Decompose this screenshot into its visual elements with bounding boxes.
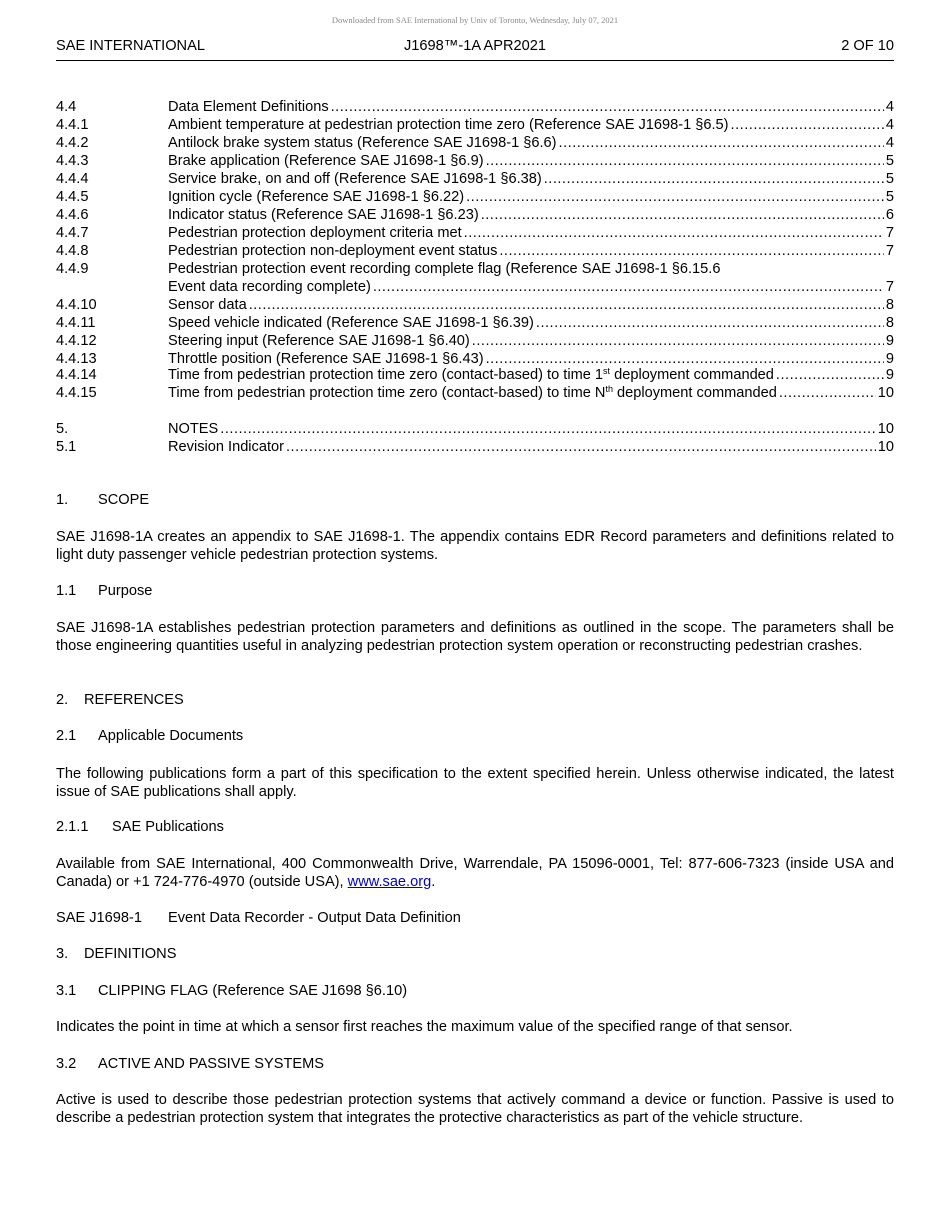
toc-page: 10 bbox=[877, 385, 894, 401]
toc-entry[interactable] bbox=[56, 224, 894, 242]
toc-number: 4.4 bbox=[56, 99, 77, 115]
toc-leader bbox=[464, 224, 884, 242]
toc-leader bbox=[331, 98, 884, 116]
toc-entry[interactable] bbox=[56, 420, 894, 438]
sae-website-link[interactable]: www.sae.org bbox=[347, 874, 432, 890]
toc-leader bbox=[499, 242, 884, 260]
toc-entry[interactable] bbox=[56, 188, 894, 206]
toc-page: 7 bbox=[885, 225, 894, 241]
toc-leader bbox=[779, 384, 876, 402]
toc-title: Ignition cycle (Reference SAE J1698-1 §6.22) bbox=[168, 189, 465, 205]
toc-title: Service brake, on and off (Reference SAE J1698-1 §6.38) bbox=[168, 171, 542, 187]
toc-number: 4.4.15 bbox=[56, 385, 97, 401]
section-heading-active-passive: 3.2 ACTIVE AND PASSIVE SYSTEMS bbox=[56, 1056, 324, 1072]
toc-page: 6 bbox=[885, 207, 894, 223]
toc-leader bbox=[373, 278, 884, 296]
purpose-paragraph: SAE J1698-1A establishes pedestrian protection parameters and definitions as outlined in the scope. The parameters shall be those engineering quantities useful in analyzing pedestrian protection system operation or reconstructing pedestrian crashes. bbox=[56, 620, 894, 654]
toc-number: 4.4.11 bbox=[56, 315, 96, 331]
toc-entry[interactable] bbox=[56, 242, 894, 260]
toc-page: 8 bbox=[885, 297, 894, 313]
toc-title: Pedestrian protection non-deployment event status bbox=[168, 243, 498, 259]
toc-title: Time from pedestrian protection time zero (contact-based) to time $N^{th}$ deployment commanded bbox=[168, 384, 777, 401]
toc-title: Time from pedestrian protection time zero (contact-based) to time 1st deployment commanded bbox=[168, 366, 774, 383]
toc-leader bbox=[466, 188, 884, 206]
toc-title: Revision Indicator bbox=[168, 439, 284, 455]
toc-entry[interactable] bbox=[56, 152, 894, 170]
toc-number: 4.4.7 bbox=[56, 225, 89, 241]
section-heading-scope: 1. SCOPE bbox=[56, 492, 150, 508]
toc-number: 4.4.3 bbox=[56, 153, 89, 169]
toc-leader bbox=[220, 420, 875, 438]
toc-title: Data Element Definitions bbox=[168, 99, 329, 115]
toc-leader bbox=[249, 296, 884, 314]
toc-title: Pedestrian protection deployment criteria met bbox=[168, 225, 462, 241]
toc-number: 4.4.12 bbox=[56, 333, 97, 349]
toc-title: Brake application (Reference SAE J1698-1 §6.9) bbox=[168, 153, 484, 169]
toc-entry-continued[interactable] bbox=[56, 278, 894, 296]
header-org: SAE INTERNATIONAL bbox=[56, 38, 205, 54]
toc-page: 5 bbox=[885, 189, 894, 205]
toc-leader bbox=[536, 314, 884, 332]
section-heading-sae-publications: 2.1.1 SAE Publications bbox=[56, 819, 224, 835]
section-heading-applicable-documents: 2.1 Applicable Documents bbox=[56, 728, 244, 744]
toc-number: 4.4.9 bbox=[56, 261, 89, 277]
toc-title: Sensor data bbox=[168, 297, 247, 313]
toc-title: Speed vehicle indicated (Reference SAE J1698-1 §6.39) bbox=[168, 315, 534, 331]
section-heading-references: 2. REFERENCES bbox=[56, 692, 184, 708]
toc-entry[interactable] bbox=[56, 332, 894, 350]
toc-entry[interactable] bbox=[56, 170, 894, 188]
toc-number: 4.4.6 bbox=[56, 207, 89, 223]
toc-number: 5. bbox=[56, 421, 69, 437]
toc-title: Pedestrian protection event recording complete flag (Reference SAE J1698-1 §6.15.6 bbox=[168, 261, 721, 277]
toc-title: NOTES bbox=[168, 421, 219, 437]
sae-publications-paragraph: Available from SAE International, 400 Commonwealth Drive, Warrendale, PA 15096-0001, Tel: 877-606-7323 (inside USA and Canada) or +1 724-776-4970 (outside USA), www.sae.org. bbox=[56, 856, 894, 890]
toc-page: 10 bbox=[877, 421, 894, 437]
toc-page: 4 bbox=[885, 135, 894, 151]
toc-number: 4.4.1 bbox=[56, 117, 89, 133]
toc-title: Indicator status (Reference SAE J1698-1 §6.23) bbox=[168, 207, 479, 223]
toc-leader bbox=[286, 438, 876, 456]
toc-title: Event data recording complete) bbox=[168, 279, 371, 295]
toc-page: 7 bbox=[885, 243, 894, 259]
toc-leader bbox=[481, 206, 884, 224]
toc-entry[interactable] bbox=[56, 260, 894, 278]
toc-title: Throttle position (Reference SAE J1698-1 §6.43) bbox=[168, 351, 484, 367]
toc-entry[interactable] bbox=[56, 206, 894, 224]
section-heading-purpose: 1.1 Purpose bbox=[56, 583, 153, 599]
section-heading-definitions: 3. DEFINITIONS bbox=[56, 946, 177, 962]
download-notice: Downloaded from SAE International by Univ of Toronto, Wednesday, July 07, 2021 bbox=[331, 15, 619, 25]
toc-number: 4.4.5 bbox=[56, 189, 89, 205]
toc-number: 5.1 bbox=[56, 439, 77, 455]
toc-entry[interactable] bbox=[56, 116, 894, 134]
page-header bbox=[56, 38, 894, 61]
toc-leader bbox=[776, 366, 884, 384]
toc-page: 9 bbox=[885, 367, 894, 383]
header-doc-id: J1698™-1A APR2021 bbox=[404, 38, 546, 54]
toc-number: 4.4.13 bbox=[56, 351, 97, 367]
toc-title: Ambient temperature at pedestrian protection time zero (Reference SAE J1698-1 §6.5) bbox=[168, 117, 729, 133]
toc-entry[interactable] bbox=[56, 366, 894, 384]
toc-entry[interactable] bbox=[56, 384, 894, 402]
toc-title: Antilock brake system status (Reference SAE J1698-1 §6.6) bbox=[168, 135, 557, 151]
toc-number: 4.4.14 bbox=[56, 367, 97, 383]
toc-page: 4 bbox=[885, 99, 894, 115]
toc-page: 7 bbox=[885, 279, 894, 295]
toc-leader bbox=[486, 152, 884, 170]
applicable-documents-paragraph: The following publications form a part of this specification to the extent specified herein. Unless otherwise indicated, the latest issue of SAE publications shall apply. bbox=[56, 766, 894, 800]
toc-leader bbox=[472, 332, 884, 350]
toc-number: 4.4.4 bbox=[56, 171, 89, 187]
reference-document-entry: SAE J1698-1 Event Data Recorder - Output Data Definition bbox=[56, 910, 461, 926]
toc-page: 4 bbox=[885, 117, 894, 133]
toc-number: 4.4.10 bbox=[56, 297, 97, 313]
scope-paragraph: SAE J1698-1A creates an appendix to SAE J1698-1. The appendix contains EDR Record parameters and definitions related to light duty passenger vehicle pedestrian protection systems. bbox=[56, 529, 894, 563]
toc-page: 8 bbox=[885, 315, 894, 331]
toc-page: 9 bbox=[885, 351, 894, 367]
toc-leader bbox=[731, 116, 884, 134]
toc-entry[interactable] bbox=[56, 438, 894, 456]
toc-entry[interactable] bbox=[56, 134, 894, 152]
toc-entry[interactable] bbox=[56, 98, 894, 116]
toc-page: 5 bbox=[885, 171, 894, 187]
toc-entry[interactable] bbox=[56, 314, 894, 332]
clipping-flag-paragraph: Indicates the point in time at which a sensor first reaches the maximum value of the specified range of that sensor. bbox=[56, 1019, 793, 1035]
toc-page: 9 bbox=[885, 333, 894, 349]
toc-number: 4.4.2 bbox=[56, 135, 89, 151]
section-heading-clipping-flag: 3.1 CLIPPING FLAG (Reference SAE J1698 §6.10) bbox=[56, 983, 408, 999]
header-page-number: 2 OF 10 bbox=[841, 38, 894, 54]
toc-leader bbox=[544, 170, 884, 188]
toc-number: 4.4.8 bbox=[56, 243, 89, 259]
toc-page: 10 bbox=[877, 439, 894, 455]
toc-page: 5 bbox=[885, 153, 894, 169]
toc-title: Steering input (Reference SAE J1698-1 §6.40) bbox=[168, 333, 470, 349]
toc-leader bbox=[559, 134, 884, 152]
active-passive-paragraph: Active is used to describe those pedestrian protection systems that actively command a device or function. Passive is used to describe a pedestrian protection system that integrates the protective characteristics as part of the vehicle structure. bbox=[56, 1092, 894, 1126]
toc-entry[interactable] bbox=[56, 296, 894, 314]
